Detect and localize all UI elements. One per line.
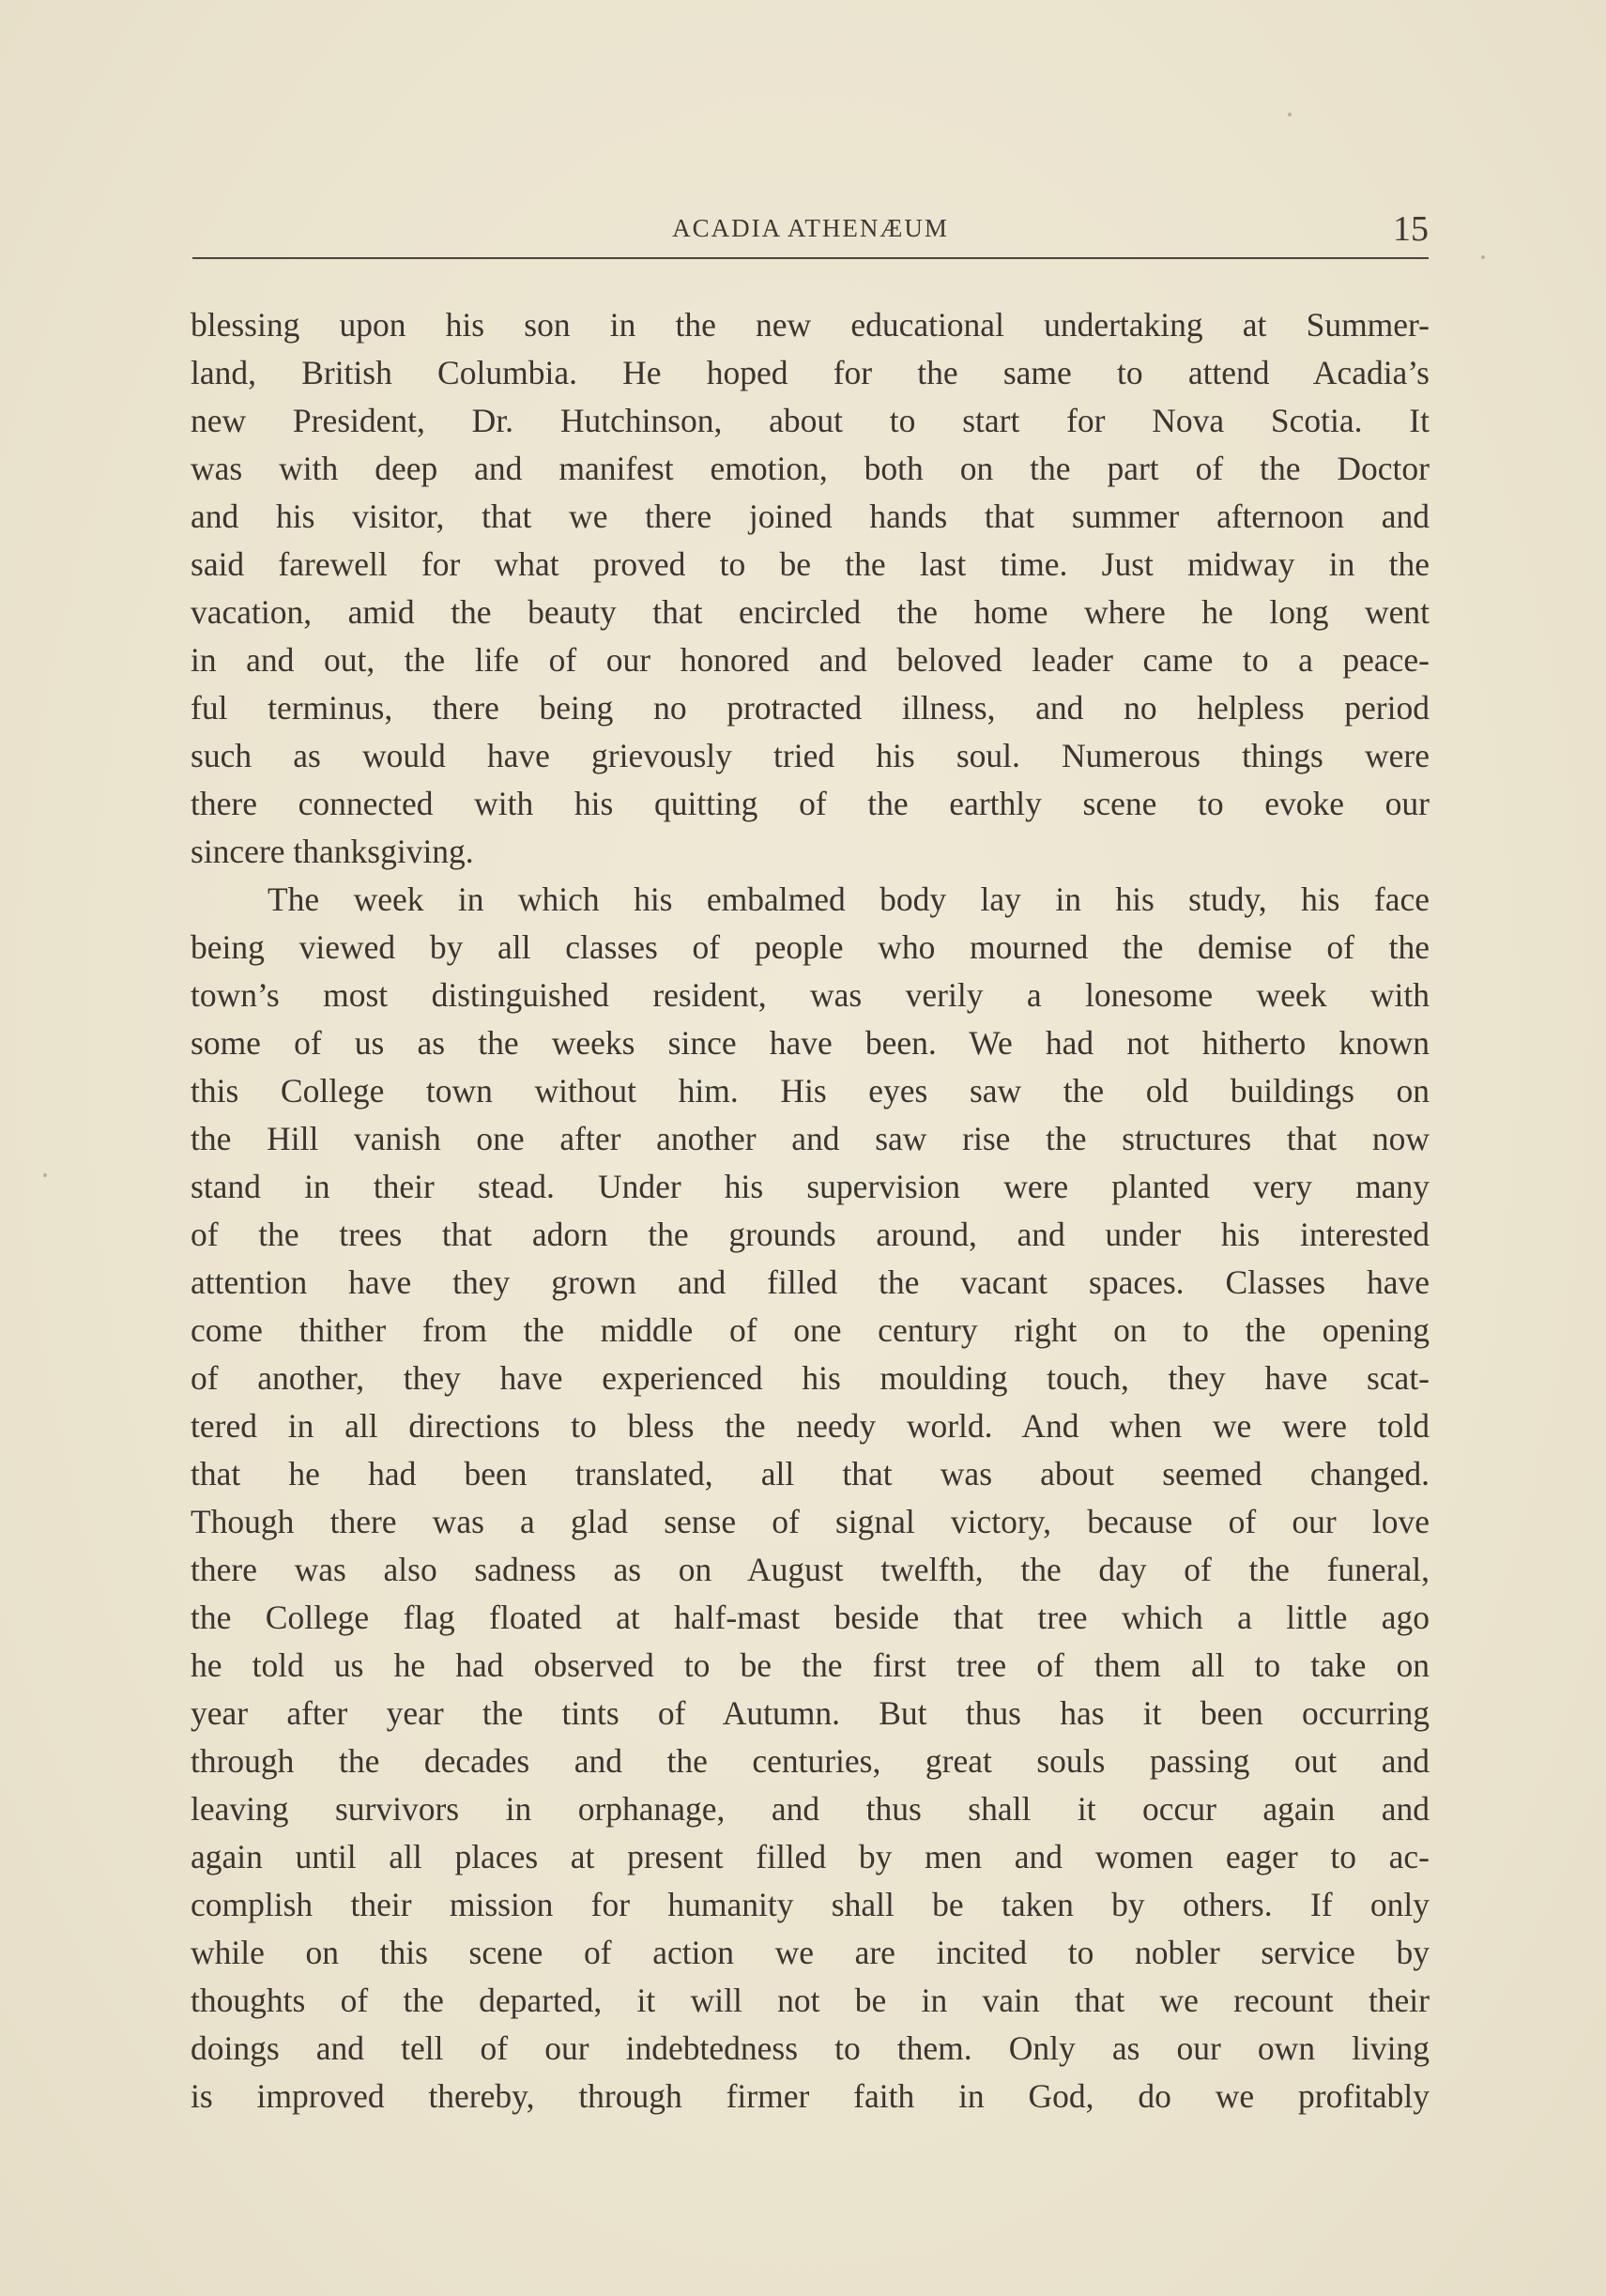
text-line: complish their mission for humanity shall be taken by others. If only (191, 1886, 1430, 1923)
paper-speck (43, 1173, 47, 1177)
paragraph (191, 876, 1430, 2120)
body-text (191, 301, 1430, 2120)
text-line: the College flag floated at half-mast beside that tree which a little ago (191, 1599, 1430, 1636)
text-line: blessing upon his son in the new educational undertaking at Summer- (191, 306, 1430, 344)
text-line: doings and tell of our indebtedness to them. Only as our own living (191, 2029, 1430, 2067)
text-line: town’s most distinguished resident, was verily a lonesome week with (191, 976, 1430, 1014)
paper-speck (1481, 255, 1485, 259)
text-line: was with deep and manifest emotion, both on the part of the Doctor (191, 450, 1430, 487)
text-line: come thither from the middle of one century right on to the opening (191, 1311, 1430, 1349)
running-title: ACADIA ATHENÆUM (672, 214, 949, 242)
text-line: through the decades and the centuries, great souls passing out and (191, 1742, 1430, 1780)
text-line: thoughts of the departed, it will not be in vain that we recount their (191, 1982, 1430, 2019)
text-line: he told us he had observed to be the first tree of them all to take on (191, 1646, 1430, 1684)
text-line: there connected with his quitting of the earthly scene to evoke our (191, 785, 1430, 822)
text-line: there was also sadness as on August twelfth, the day of the funeral, (191, 1551, 1430, 1588)
text-line: The week in which his embalmed body lay in his study, his face (268, 880, 1430, 918)
text-line: of the trees that adorn the grounds around, and under his interested (191, 1216, 1430, 1253)
text-line: that he had been translated, all that was about seemed changed. (191, 1455, 1430, 1492)
text-line: leaving survivors in orphanage, and thus shall it occur again and (191, 1790, 1430, 1828)
page-number: 15 (1393, 209, 1429, 249)
text-line: the Hill vanish one after another and saw rise the structures that now (191, 1120, 1430, 1157)
text-line: attention have they grown and filled the vacant spaces. Classes have (191, 1263, 1430, 1301)
text-line: and his visitor, that we there joined hands that summer afternoon and (191, 497, 1430, 535)
text-line: is improved thereby, through firmer faith in God, do we profitably (191, 2077, 1430, 2115)
header-rule (192, 257, 1429, 259)
paper-speck (1288, 113, 1292, 116)
text-line: in and out, the life of our honored and beloved leader came to a peace- (191, 641, 1430, 679)
text-line: new President, Dr. Hutchinson, about to start for Nova Scotia. It (191, 402, 1430, 439)
text-line: year after year the tints of Autumn. But thus has it been occurring (191, 1694, 1430, 1732)
text-line: said farewell for what proved to be the last time. Just midway in the (191, 545, 1430, 583)
text-line: ful terminus, there being no protracted illness, and no helpless period (191, 689, 1430, 727)
text-line: again until all places at present filled by men and women eager to ac- (191, 1838, 1430, 1875)
text-line: of another, they have experienced his moulding touch, they have scat- (191, 1359, 1430, 1397)
paragraph (191, 301, 1430, 876)
text-line: sincere thanksgiving. (191, 833, 474, 870)
text-line: such as would have grievously tried his soul. Numerous things were (191, 737, 1430, 774)
page-header (192, 208, 1429, 255)
text-line: stand in their stead. Under his supervision were planted very many (191, 1168, 1430, 1205)
text-line: some of us as the weeks since have been. We had not hitherto known (191, 1024, 1430, 1062)
text-line: while on this scene of action we are incited to nobler service by (191, 1934, 1430, 1971)
text-line: this College town without him. His eyes saw the old buildings on (191, 1072, 1430, 1110)
text-line: tered in all directions to bless the needy world. And when we were told (191, 1407, 1430, 1445)
text-line: land, British Columbia. He hoped for the same to attend Acadia’s (191, 354, 1430, 391)
text-line: Though there was a glad sense of signal victory, because of our love (191, 1503, 1430, 1540)
text-line: being viewed by all classes of people who mourned the demise of the (191, 928, 1430, 966)
text-line: vacation, amid the beauty that encircled the home where he long went (191, 593, 1430, 631)
